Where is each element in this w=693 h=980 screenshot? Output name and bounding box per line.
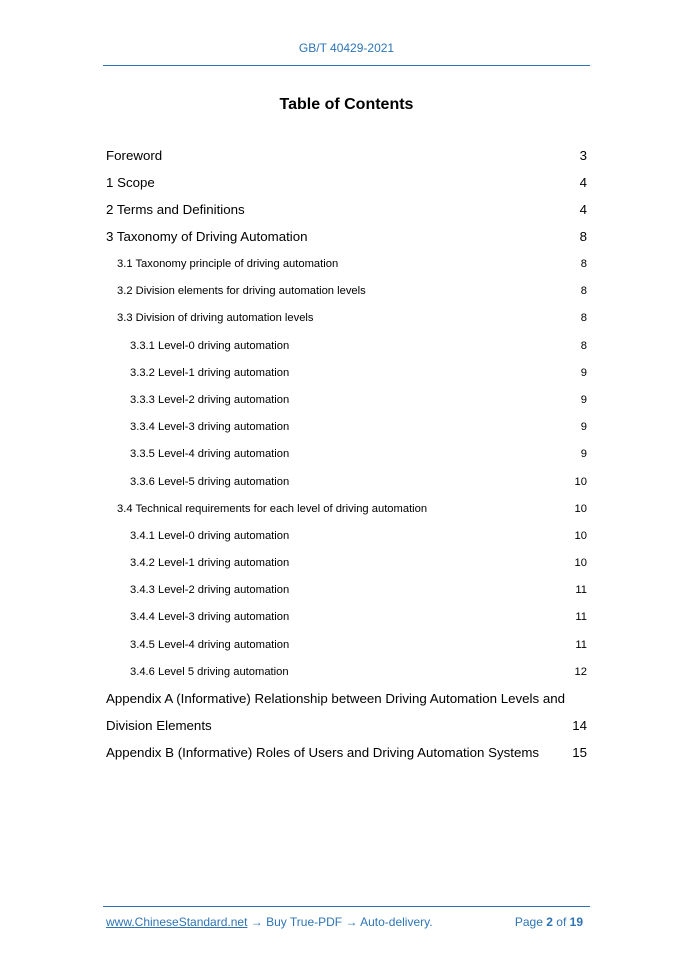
- toc-entry-label: 3.4.2 Level-1 driving automation: [130, 557, 290, 570]
- toc-entry-3-4-1[interactable]: [106, 526, 587, 553]
- toc-entry-page: 8: [580, 285, 587, 298]
- toc-entry-label: 3.4.6 Level 5 driving automation: [130, 665, 289, 678]
- toc-entry-label: 1 Scope: [106, 175, 155, 190]
- toc-entry-label: 3.3.3 Level-2 driving automation: [130, 393, 290, 406]
- toc-entry-label: Foreword: [106, 148, 163, 163]
- toc-entry-page: 10: [574, 529, 587, 542]
- toc-entry-foreword[interactable]: [106, 146, 587, 173]
- toc-entry-page: 9: [580, 366, 587, 379]
- website-link[interactable]: www.ChineseStandard.net: [106, 915, 248, 929]
- page-word: Page: [514, 915, 543, 929]
- toc-entry-page: 15: [572, 745, 587, 760]
- document-header: [0, 41, 693, 55]
- toc-entry-label: 3.1 Taxonomy principle of driving automation: [117, 258, 339, 270]
- page-of: of: [556, 915, 567, 929]
- toc-entry-3-3-3[interactable]: [106, 390, 587, 417]
- toc-entry-label: 3.3.5 Level-4 driving automation: [130, 448, 290, 461]
- toc-entry-page: 10: [574, 502, 587, 515]
- toc-entry-page: 10: [574, 475, 587, 488]
- toc-entry-page: 14: [572, 718, 587, 733]
- toc-entry-label: 2 Terms and Definitions: [106, 202, 245, 217]
- footer-tagline: → Buy True-PDF → Auto-delivery.: [247, 915, 433, 929]
- toc-entry-page: 11: [575, 584, 587, 597]
- toc-entry-3-3-4[interactable]: [106, 417, 587, 444]
- toc-entry-page: 4: [579, 202, 587, 217]
- toc-entry-label: 3.3 Division of driving automation levels: [117, 312, 314, 325]
- page-title: Table of Contents: [279, 96, 414, 113]
- toc-entry-label: 3.3.4 Level-3 driving automation: [130, 421, 290, 434]
- toc-entry-3-4-6[interactable]: [106, 662, 587, 689]
- document-footer: [106, 915, 587, 929]
- toc-entry-page: 8: [580, 339, 587, 352]
- toc-entry-page: 9: [580, 448, 587, 461]
- toc-entry-page: 9: [580, 393, 587, 406]
- toc-entry-page: 8: [580, 258, 587, 270]
- toc-entry-appendix-a-line1[interactable]: Appendix A (Informative) Relationship between Driving Automation Levels and: [106, 691, 566, 706]
- toc-entry-page: 4: [579, 175, 587, 190]
- toc-entry-appendix-b[interactable]: [106, 743, 587, 770]
- toc-entry-label: 3.4.5 Level-4 driving automation: [130, 638, 290, 651]
- toc-entry-3-3-2[interactable]: [106, 363, 587, 390]
- toc-entry-3-3[interactable]: [106, 308, 587, 335]
- toc-entry-label: Appendix B (Informative) Roles of Users and Driving Automation Systems: [106, 745, 540, 760]
- toc-entry-3-3-1[interactable]: [106, 336, 587, 363]
- toc-entry-page: 12: [574, 665, 587, 678]
- toc-entry-3-4-2[interactable]: [106, 553, 587, 580]
- footer-divider: [103, 906, 590, 907]
- toc-entry-page: 11: [575, 611, 587, 624]
- toc-entry-page: 10: [574, 557, 587, 570]
- table-of-contents: [106, 146, 587, 770]
- toc-entry-3-1[interactable]: [106, 254, 587, 281]
- toc-entry-page: 11: [575, 638, 587, 651]
- toc-entry-3-3-6[interactable]: [106, 472, 587, 499]
- toc-entry-page: 8: [579, 229, 587, 244]
- toc-entry-3-4-4[interactable]: [106, 607, 587, 634]
- page-current: 2: [546, 915, 553, 929]
- toc-entry-label: 3.4.4 Level-3 driving automation: [130, 611, 290, 624]
- toc-entry-3-3-5[interactable]: [106, 444, 587, 471]
- toc-entry-2[interactable]: [106, 200, 587, 227]
- toc-entry-3-4-3[interactable]: [106, 580, 587, 607]
- page-total: 19: [569, 915, 583, 929]
- page-indicator: [515, 915, 583, 929]
- toc-entry-3[interactable]: [106, 227, 587, 254]
- toc-entry-label: 3.3.1 Level-0 driving automation: [130, 339, 290, 352]
- toc-entry-label: 3.2 Division elements for driving automation levels: [117, 285, 366, 298]
- toc-entry-page: 3: [579, 148, 587, 163]
- toc-entry-appendix-a[interactable]: [106, 716, 587, 743]
- toc-entry-label: 3.3.2 Level-1 driving automation: [130, 366, 290, 379]
- toc-entry-label: 3.4 Technical requirements for each level of driving automation: [117, 502, 428, 515]
- toc-entry-3-2[interactable]: [106, 281, 587, 308]
- toc-entry-3-4-5[interactable]: [106, 635, 587, 662]
- toc-entry-label: 3.3.6 Level-5 driving automation: [130, 475, 290, 488]
- toc-entry-page: 9: [580, 421, 587, 434]
- toc-entry-label: 3.4.3 Level-2 driving automation: [130, 584, 290, 597]
- toc-entry-label: 3.4.1 Level-0 driving automation: [130, 529, 290, 542]
- toc-entry-label: 3 Taxonomy of Driving Automation: [106, 229, 308, 244]
- header-divider: [103, 65, 590, 66]
- toc-entry-page: 8: [580, 312, 587, 325]
- toc-entry-3-4[interactable]: [106, 499, 587, 526]
- standard-code: GB/T 40429-2021: [298, 41, 395, 55]
- toc-entry-label: Division Elements: [106, 718, 212, 733]
- toc-entry-1[interactable]: [106, 173, 587, 200]
